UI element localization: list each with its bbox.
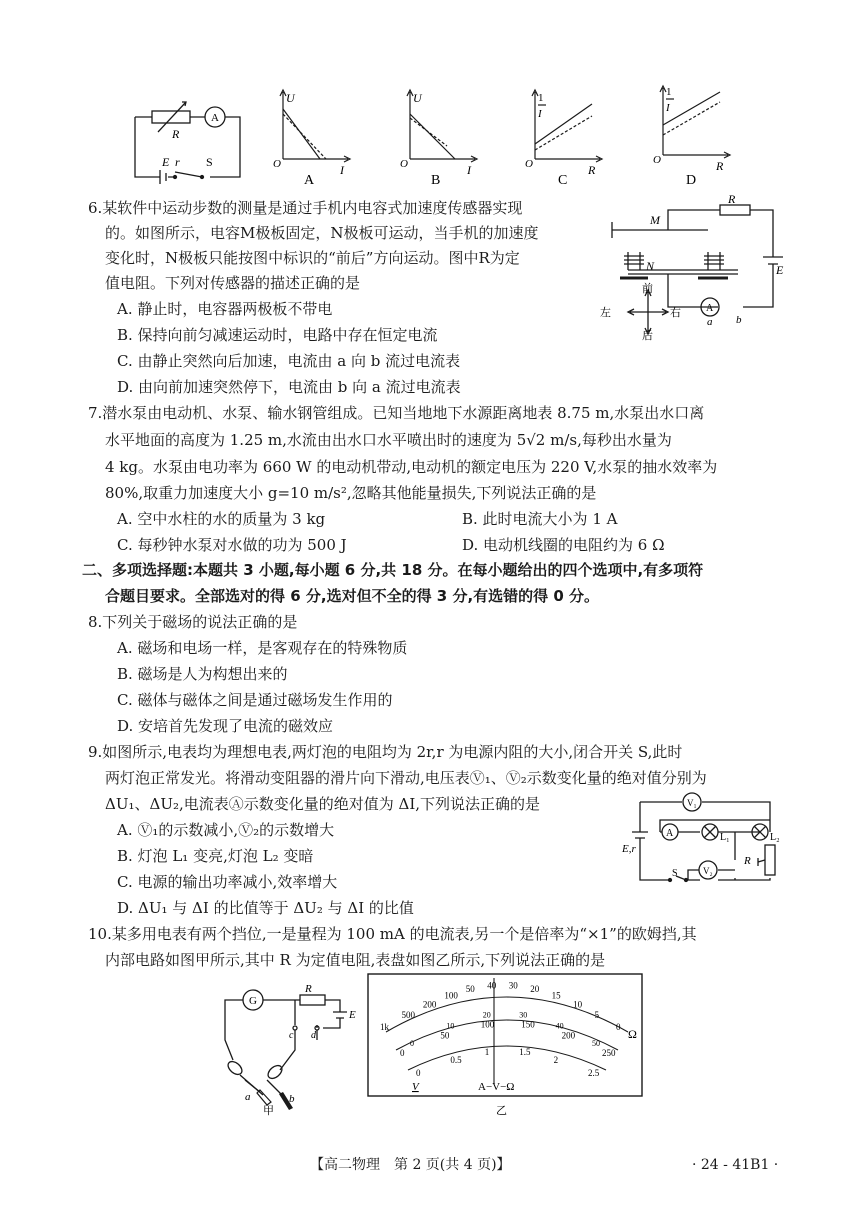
svg-text:O: O xyxy=(653,154,661,166)
svg-text:左: 左 xyxy=(600,307,611,319)
q6-capacitor-figure xyxy=(598,192,793,342)
graph-c xyxy=(520,84,610,189)
svg-text:A: A xyxy=(706,303,714,314)
q9-circuit-figure xyxy=(620,790,800,895)
inner-tick-label: 40 xyxy=(555,1021,564,1031)
q6-line-1: 6.某软件中运动步数的测量是通过手机内电容式加速度传感器实现 xyxy=(88,199,523,217)
q8-option-b: B. 磁场是人为构想出来的 xyxy=(117,665,288,683)
graph-label-a: A xyxy=(304,173,315,188)
svg-text:1: 1 xyxy=(666,86,672,98)
svg-text:O: O xyxy=(273,158,281,170)
q8-option-d: D. 安培首先发现了电流的磁效应 xyxy=(117,717,334,735)
q8-option-c: C. 磁体与磁体之间是通过磁场发生作用的 xyxy=(117,691,393,709)
q9-option-d: D. ΔU₁ 与 ΔI 的比值等于 ΔU₂ 与 ΔI 的比值 xyxy=(117,899,414,917)
q9-option-a: A. Ⓥ₁的示数减小,Ⓥ₂的示数增大 xyxy=(117,821,335,839)
footer-code: · 24 - 41B1 · xyxy=(692,1157,779,1173)
q10-figure-yi-meter-dial xyxy=(366,972,646,1118)
q7-line-1: 7.潜水泵由电动机、水泵、输水钢管组成。已知当地地下水源距离地表 8.75 m,水泵出水口离 xyxy=(88,404,705,422)
q6-option-c: C. 由静止突然向后加速，电流由 a 向 b 流过电流表 xyxy=(117,352,461,370)
graph-b xyxy=(395,84,485,189)
graph-label-d: D xyxy=(686,173,697,188)
svg-text:N: N xyxy=(646,259,655,273)
fig-yi-caption: 乙 xyxy=(496,1105,507,1117)
svg-text:O: O xyxy=(525,158,533,170)
svg-text:V₂: V₂ xyxy=(703,866,713,876)
q9-line-1: 9.如图所示,电表均为理想电表,两灯泡的电阻均为 2r,r 为电源内阻的大小,闭合开关 S,此时 xyxy=(88,743,683,761)
svg-text:b: b xyxy=(736,314,742,326)
voltage-scale-ticks xyxy=(416,1047,600,1078)
svg-text:L₂: L₂ xyxy=(770,832,780,843)
q9-option-b: B. 灯泡 L₁ 变亮,灯泡 L₂ 变暗 xyxy=(117,847,314,865)
svg-text:M: M xyxy=(650,213,660,227)
inner-tick-label: 10 xyxy=(446,1021,455,1031)
svg-text:a: a xyxy=(707,316,713,328)
svg-text:I: I xyxy=(538,108,542,120)
q10-line-2: 内部电路如图甲所示,其中 R 为定值电阻,表盘如图乙所示,下列说法正确的是 xyxy=(105,951,606,969)
ohm-tick-label: 1k xyxy=(380,1022,389,1032)
current-tick-label: 100 xyxy=(480,1019,495,1030)
voltage-tick-label: 0 xyxy=(416,1068,421,1078)
q7-line-3: 4 kg。水泵由电功率为 660 W 的电动机带动,电动机的额定电压为 220 V,水泵的抽水效率为 xyxy=(105,458,718,476)
svg-text:前: 前 xyxy=(642,283,653,295)
q10-figure-jia xyxy=(205,980,365,1120)
q7-line-2: 水平地面的高度为 1.25 m,水流由出水口水平喷出时的速度为 5√2 m/s,每秒出水量为 xyxy=(105,431,672,449)
q7-option-d: D. 电动机线圈的电阻约为 6 Ω xyxy=(462,536,665,554)
ohm-tick-label: 20 xyxy=(530,983,540,994)
voltage-symbol: V xyxy=(412,1081,419,1093)
current-scale-ticks xyxy=(400,1020,616,1059)
inner-scale-ticks xyxy=(410,1011,600,1049)
q8-stem: 8.下列关于磁场的说法正确的是 xyxy=(88,613,298,631)
ohm-tick-label: 15 xyxy=(551,990,561,1001)
svg-text:1: 1 xyxy=(538,92,544,104)
svg-text:U: U xyxy=(286,91,295,105)
svg-text:U: U xyxy=(413,91,422,105)
q6-option-d: D. 由向前加速突然停下，电流由 b 向 a 流过电流表 xyxy=(117,378,461,396)
svg-text:R: R xyxy=(716,159,724,173)
footer-page-info: 【高二物理 第 2 页(共 4 页)】 xyxy=(310,1157,511,1173)
voltage-tick-label: 1.5 xyxy=(519,1047,531,1058)
inner-tick-label: 0 xyxy=(410,1039,414,1048)
circuit-ammeter-label: A xyxy=(211,112,219,124)
circuit-e-label: E xyxy=(162,155,170,169)
q9-line-3: ΔU₁、ΔU₂,电流表Ⓐ示数变化量的绝对值为 ΔI,下列说法正确的是 xyxy=(105,795,541,813)
svg-text:d: d xyxy=(311,1030,316,1041)
q6-line-3: 变化时，N极板只能按图中标识的“前后”方向运动。图中R为定 xyxy=(105,249,520,267)
ohm-tick-label: 30 xyxy=(508,980,518,991)
q10-line-1: 10.某多用电表有两个挡位,一是量程为 100 mA 的电流表,另一个是倍率为“×1”的欧姆挡,其 xyxy=(88,925,697,943)
inner-tick-label: 30 xyxy=(519,1010,528,1020)
ohm-scale-ticks xyxy=(380,980,621,1032)
graph-d xyxy=(648,80,738,189)
svg-text:I: I xyxy=(467,163,471,177)
svg-text:R: R xyxy=(305,983,312,995)
svg-text:R: R xyxy=(728,192,736,206)
svg-text:E: E xyxy=(349,1009,356,1021)
meter-center-label: A−V−Ω xyxy=(478,1081,515,1093)
current-tick-label: 0 xyxy=(400,1048,405,1058)
svg-text:R: R xyxy=(588,163,596,177)
ohm-symbol: Ω xyxy=(628,1027,637,1041)
svg-text:E: E xyxy=(776,263,784,277)
ohm-tick-label: 40 xyxy=(487,980,497,991)
svg-text:E,r: E,r xyxy=(622,843,636,855)
svg-text:L₁: L₁ xyxy=(720,832,730,843)
ohm-tick-label: 50 xyxy=(465,983,475,994)
svg-text:G: G xyxy=(249,995,257,1007)
svg-text:a: a xyxy=(245,1091,251,1103)
ohm-tick-label: 500 xyxy=(401,1010,415,1021)
svg-text:V₁: V₁ xyxy=(687,798,697,808)
voltage-tick-label: 0.5 xyxy=(450,1055,462,1066)
ohm-tick-label: 0 xyxy=(616,1022,621,1032)
q7-option-c: C. 每秒钟水泵对水做的功为 500 J xyxy=(117,536,347,554)
inner-tick-label: 20 xyxy=(482,1010,491,1020)
circuit-r-small-label: r xyxy=(175,155,180,169)
svg-text:O: O xyxy=(400,158,408,170)
svg-text:b: b xyxy=(289,1093,295,1105)
q7-option-b: B. 此时电流大小为 1 A xyxy=(462,510,618,528)
section-2-heading: 二、多项选择题:本题共 3 小题,每小题 6 分,共 18 分。在每小题给出的四个选项中,有多项符 xyxy=(82,561,704,579)
svg-text:c: c xyxy=(289,1030,294,1041)
ohm-tick-label: 100 xyxy=(444,990,458,1001)
voltage-tick-label: 2 xyxy=(553,1055,559,1066)
circuit-r-label: R xyxy=(172,127,180,141)
graph-label-b: B xyxy=(431,173,441,188)
voltage-tick-label: 1 xyxy=(484,1047,490,1058)
current-tick-label: 250 xyxy=(602,1048,616,1058)
q8-option-a: A. 磁场和电场一样，是客观存在的特殊物质 xyxy=(117,639,408,657)
voltage-tick-label: 2.5 xyxy=(588,1068,600,1078)
q7-option-a: A. 空中水柱的水的质量为 3 kg xyxy=(117,510,326,528)
current-tick-label: 200 xyxy=(561,1030,576,1041)
graph-label-c: C xyxy=(558,173,568,188)
svg-text:右: 右 xyxy=(670,307,681,319)
svg-text:S: S xyxy=(672,868,678,879)
ohm-tick-label: 5 xyxy=(594,1010,599,1021)
circuit-s-label: S xyxy=(206,155,213,169)
q6-option-a: A. 静止时，电容器两极板不带电 xyxy=(117,300,333,318)
q9-line-2: 两灯泡正常发光。将滑动变阻器的滑片向下滑动,电压表Ⓥ₁、Ⓥ₂示数变化量的绝对值分别为 xyxy=(105,769,707,787)
svg-text:I: I xyxy=(666,102,670,114)
current-tick-label: 50 xyxy=(440,1030,450,1041)
current-tick-label: 150 xyxy=(521,1019,535,1030)
svg-text:R: R xyxy=(744,855,751,867)
ohm-tick-label: 10 xyxy=(573,999,583,1010)
inner-tick-label: 50 xyxy=(592,1039,600,1048)
section-2-instructions: 合题目要求。全部选对的得 6 分,选对但不全的得 3 分,有选错的得 0 分。 xyxy=(105,587,600,605)
q6-option-b: B. 保持向前匀减速运动时，电路中存在恒定电流 xyxy=(117,326,438,344)
graph-a xyxy=(268,84,358,189)
svg-text:A: A xyxy=(666,828,674,839)
fig-jia-caption: 甲 xyxy=(263,1105,274,1117)
svg-text:后: 后 xyxy=(642,330,653,342)
q7-line-4: 80%,取重力加速度大小 g=10 m/s²,忽略其他能量损失,下列说法正确的是 xyxy=(105,484,597,502)
q6-line-2: 的。如图所示，电容M极板固定，N极板可运动，当手机的加速度 xyxy=(105,224,539,242)
q9-option-c: C. 电源的输出功率减小,效率增大 xyxy=(117,873,338,891)
top-circuit-figure xyxy=(130,92,245,187)
q6-line-4: 值电阻。下列对传感器的描述正确的是 xyxy=(105,274,361,292)
svg-text:I: I xyxy=(340,163,344,177)
ohm-tick-label: 200 xyxy=(422,999,437,1010)
